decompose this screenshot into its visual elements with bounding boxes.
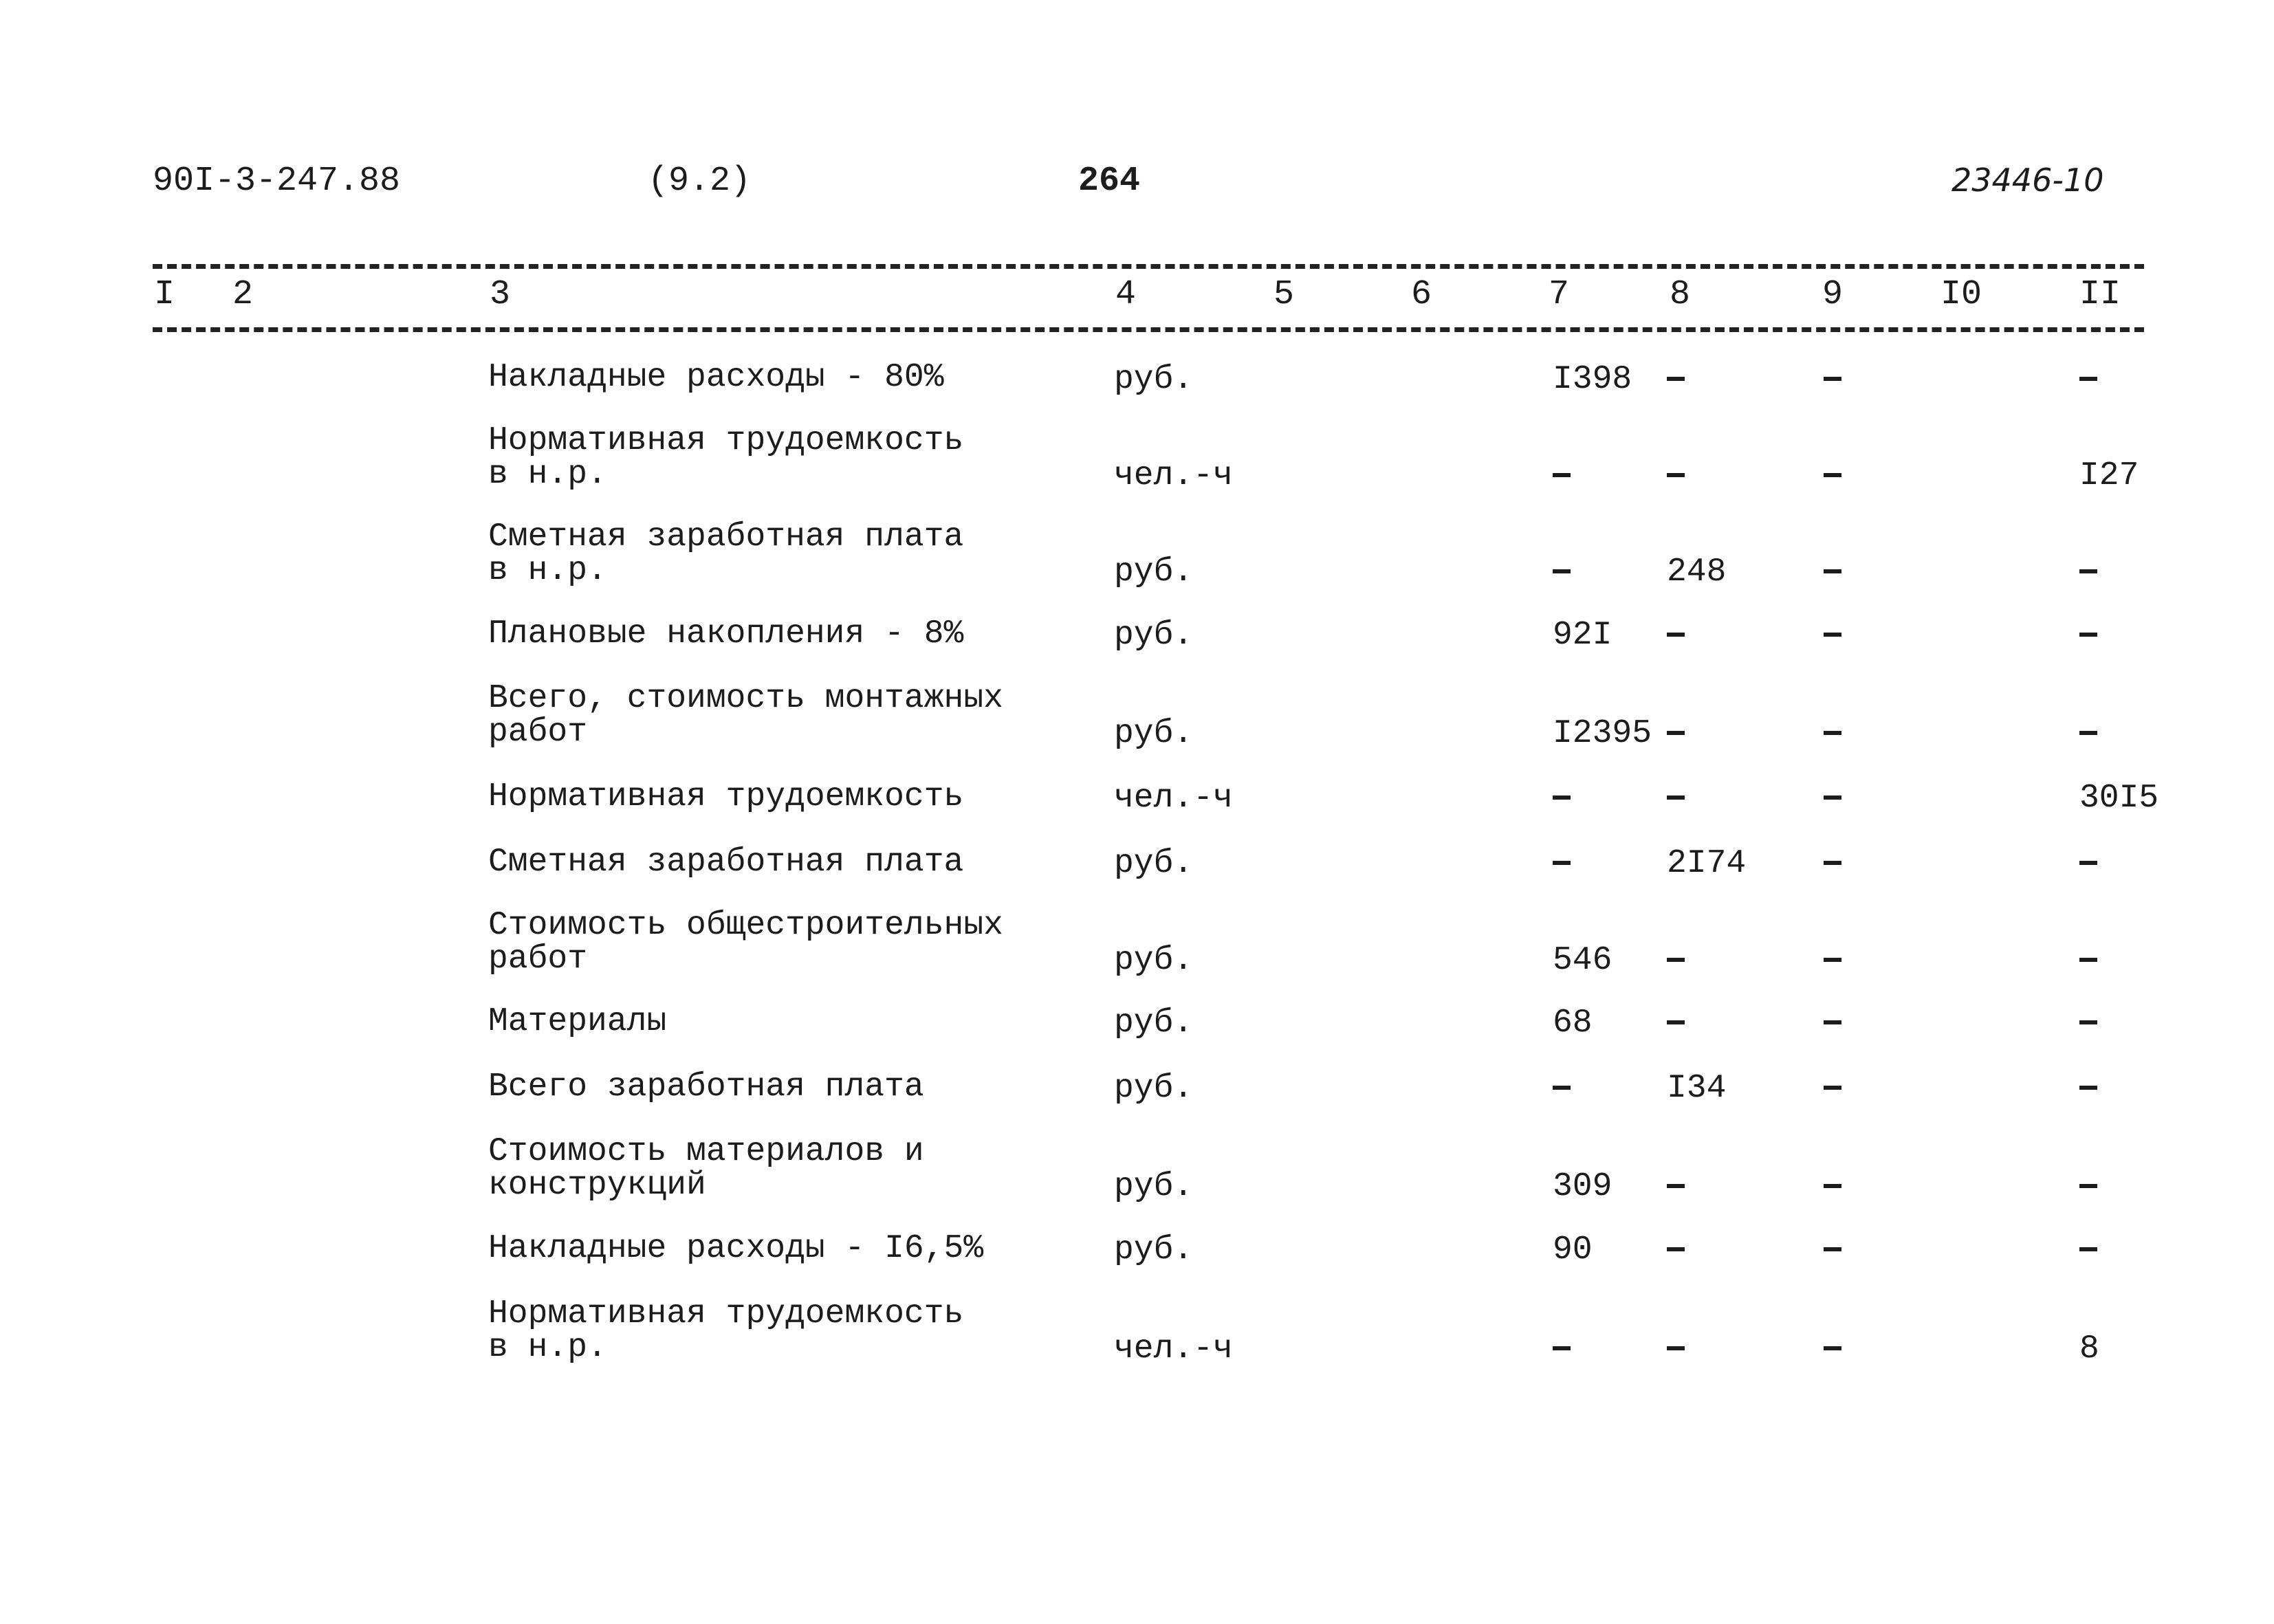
dash-mark-glyph xyxy=(1553,1086,1571,1090)
column-header-4: 4 xyxy=(1115,275,1137,314)
document-code: 90I-3-247.88 xyxy=(153,162,401,201)
dash-mark xyxy=(1667,717,1685,751)
row-value-col7: 68 xyxy=(1553,1005,1593,1042)
dash-mark xyxy=(1553,1072,1571,1106)
dash-mark-glyph xyxy=(2079,731,2097,735)
dash-mark-glyph xyxy=(2079,861,2097,865)
dash-mark xyxy=(1553,847,1571,881)
dash-mark-glyph xyxy=(1667,1020,1685,1024)
dash-mark xyxy=(1824,847,1841,881)
dash-mark-glyph xyxy=(1553,795,1571,800)
dash-mark xyxy=(2079,1072,2097,1106)
row-label: Нормативная трудоемкость xyxy=(488,422,964,459)
dash-mark xyxy=(1667,1233,1685,1267)
dash-mark-glyph xyxy=(1824,1346,1841,1350)
dash-mark-glyph xyxy=(1667,795,1685,800)
row-value-col7: 309 xyxy=(1553,1168,1612,1205)
dash-mark xyxy=(1553,1332,1571,1366)
dash-mark xyxy=(1824,1170,1841,1204)
dash-mark xyxy=(1824,619,1841,652)
row-unit: чел.-ч xyxy=(1114,1330,1233,1368)
dash-mark xyxy=(2079,1007,2097,1040)
dash-mark-glyph xyxy=(2079,1020,2097,1024)
table-top-rule xyxy=(153,264,2144,269)
row-value-col7: 90 xyxy=(1553,1231,1593,1269)
dash-mark xyxy=(2079,556,2097,589)
column-header-5: 5 xyxy=(1273,275,1295,314)
dash-mark-glyph xyxy=(1553,861,1571,865)
dash-mark-glyph xyxy=(2079,377,2097,381)
row-label: Материалы xyxy=(488,1003,667,1040)
dash-mark xyxy=(1667,1332,1685,1366)
dash-mark xyxy=(1667,1007,1685,1040)
dash-mark xyxy=(1667,459,1685,493)
dash-mark-glyph xyxy=(1824,377,1841,381)
dash-mark xyxy=(1824,782,1841,815)
row-unit: чел.-ч xyxy=(1114,457,1233,494)
page-number: 264 xyxy=(1078,162,1141,201)
row-value-col7: 92I xyxy=(1553,617,1612,654)
row-label: работ xyxy=(488,941,588,978)
row-unit: руб. xyxy=(1114,1005,1194,1042)
dash-mark xyxy=(2079,717,2097,751)
dash-mark-glyph xyxy=(1667,377,1685,381)
dash-mark-glyph xyxy=(1824,1184,1841,1188)
row-value-col7: I2395 xyxy=(1553,715,1652,752)
dash-mark xyxy=(2079,363,2097,397)
row-label: в н.р. xyxy=(488,456,607,493)
dash-mark-glyph xyxy=(1824,731,1841,735)
row-label: Накладные расходы - I6,5% xyxy=(488,1230,984,1267)
dash-mark xyxy=(2079,1170,2097,1204)
row-label: Нормативная трудоемкость xyxy=(488,778,964,815)
row-unit: руб. xyxy=(1114,553,1194,591)
dash-mark-glyph xyxy=(1824,795,1841,800)
column-header-10: I0 xyxy=(1940,275,1982,314)
dash-mark xyxy=(1824,556,1841,589)
row-value-col8: I34 xyxy=(1667,1070,1727,1107)
dash-mark-glyph xyxy=(1824,633,1841,637)
dash-mark-glyph xyxy=(1553,1346,1571,1350)
dash-mark-glyph xyxy=(1667,1346,1685,1350)
dash-mark xyxy=(1553,459,1571,493)
dash-mark xyxy=(1824,459,1841,493)
row-value-col11: 30I5 xyxy=(2079,780,2159,817)
dash-mark xyxy=(1667,782,1685,815)
dash-mark-glyph xyxy=(1667,958,1685,962)
dash-mark xyxy=(2079,1233,2097,1267)
dash-mark-glyph xyxy=(1667,473,1685,477)
row-label: Плановые накопления - 8% xyxy=(488,615,964,652)
row-value-col11: 8 xyxy=(2079,1330,2099,1368)
sheet-code: 23446-10 xyxy=(1952,162,2104,199)
dash-mark xyxy=(1667,363,1685,397)
dash-mark xyxy=(1824,1233,1841,1267)
row-label: Сметная заработная плата xyxy=(488,518,964,556)
column-header-1: I xyxy=(154,275,175,314)
dash-mark-glyph xyxy=(2079,569,2097,573)
dash-mark-glyph xyxy=(1824,1247,1841,1251)
dash-mark-glyph xyxy=(1824,569,1841,573)
dash-mark xyxy=(1824,363,1841,397)
dash-mark-glyph xyxy=(1824,958,1841,962)
dash-mark-glyph xyxy=(1553,569,1571,573)
dash-mark xyxy=(1824,1332,1841,1366)
dash-mark-glyph xyxy=(1667,633,1685,637)
dash-mark-glyph xyxy=(1667,731,1685,735)
dash-mark-glyph xyxy=(2079,1247,2097,1251)
dash-mark xyxy=(1667,619,1685,652)
column-header-8: 8 xyxy=(1670,275,1691,314)
column-header-2: 2 xyxy=(232,275,254,314)
row-label: в н.р. xyxy=(488,1329,607,1366)
row-label: Сметная заработная плата xyxy=(488,844,964,881)
row-label: Накладные расходы - 80% xyxy=(488,359,944,396)
row-value-col8: 248 xyxy=(1667,553,1727,591)
row-label: Всего заработная плата xyxy=(488,1068,924,1106)
dash-mark xyxy=(2079,847,2097,881)
row-label: Стоимость общестроительных xyxy=(488,907,1003,944)
row-unit: руб. xyxy=(1114,942,1194,979)
dash-mark xyxy=(1667,1170,1685,1204)
column-header-9: 9 xyxy=(1822,275,1844,314)
dash-mark-glyph xyxy=(2079,1086,2097,1090)
row-label: Стоимость материалов и xyxy=(488,1133,924,1170)
dash-mark xyxy=(2079,944,2097,978)
dash-mark xyxy=(1824,944,1841,978)
row-unit: руб. xyxy=(1114,845,1194,882)
row-unit: руб. xyxy=(1114,361,1194,398)
dash-mark xyxy=(1553,556,1571,589)
dash-mark-glyph xyxy=(1824,473,1841,477)
section-number: (9.2) xyxy=(648,162,752,201)
dash-mark xyxy=(1824,1007,1841,1040)
dash-mark-glyph xyxy=(1667,1184,1685,1188)
dash-mark-glyph xyxy=(1824,1086,1841,1090)
column-header-11: II xyxy=(2079,275,2121,314)
row-label: работ xyxy=(488,714,588,751)
row-unit: руб. xyxy=(1114,1070,1194,1107)
column-header-3: 3 xyxy=(490,275,511,314)
dash-mark xyxy=(2079,619,2097,652)
row-label: конструкций xyxy=(488,1167,706,1204)
row-label: Всего, стоимость монтажных xyxy=(488,680,1003,717)
dash-mark xyxy=(1824,717,1841,751)
row-value-col8: 2I74 xyxy=(1667,845,1747,882)
row-label: Нормативная трудоемкость xyxy=(488,1295,964,1332)
dash-mark-glyph xyxy=(2079,958,2097,962)
dash-mark xyxy=(1553,782,1571,815)
row-value-col7: I398 xyxy=(1553,361,1632,398)
dash-mark xyxy=(1824,1072,1841,1106)
dash-mark-glyph xyxy=(1824,861,1841,865)
row-label: в н.р. xyxy=(488,552,607,589)
row-unit: руб. xyxy=(1114,715,1194,752)
row-unit: руб. xyxy=(1114,1168,1194,1205)
column-header-6: 6 xyxy=(1411,275,1432,314)
dash-mark-glyph xyxy=(2079,1184,2097,1188)
row-unit: руб. xyxy=(1114,617,1194,654)
row-value-col11: I27 xyxy=(2079,457,2139,494)
row-unit: чел.-ч xyxy=(1114,780,1233,817)
table-header-rule xyxy=(153,327,2144,332)
row-unit: руб. xyxy=(1114,1231,1194,1269)
dash-mark-glyph xyxy=(1824,1020,1841,1024)
dash-mark-glyph xyxy=(1667,1247,1685,1251)
dash-mark xyxy=(1667,944,1685,978)
column-header-7: 7 xyxy=(1549,275,1570,314)
dash-mark-glyph xyxy=(2079,633,2097,637)
row-value-col7: 546 xyxy=(1553,942,1612,979)
dash-mark-glyph xyxy=(1553,473,1571,477)
